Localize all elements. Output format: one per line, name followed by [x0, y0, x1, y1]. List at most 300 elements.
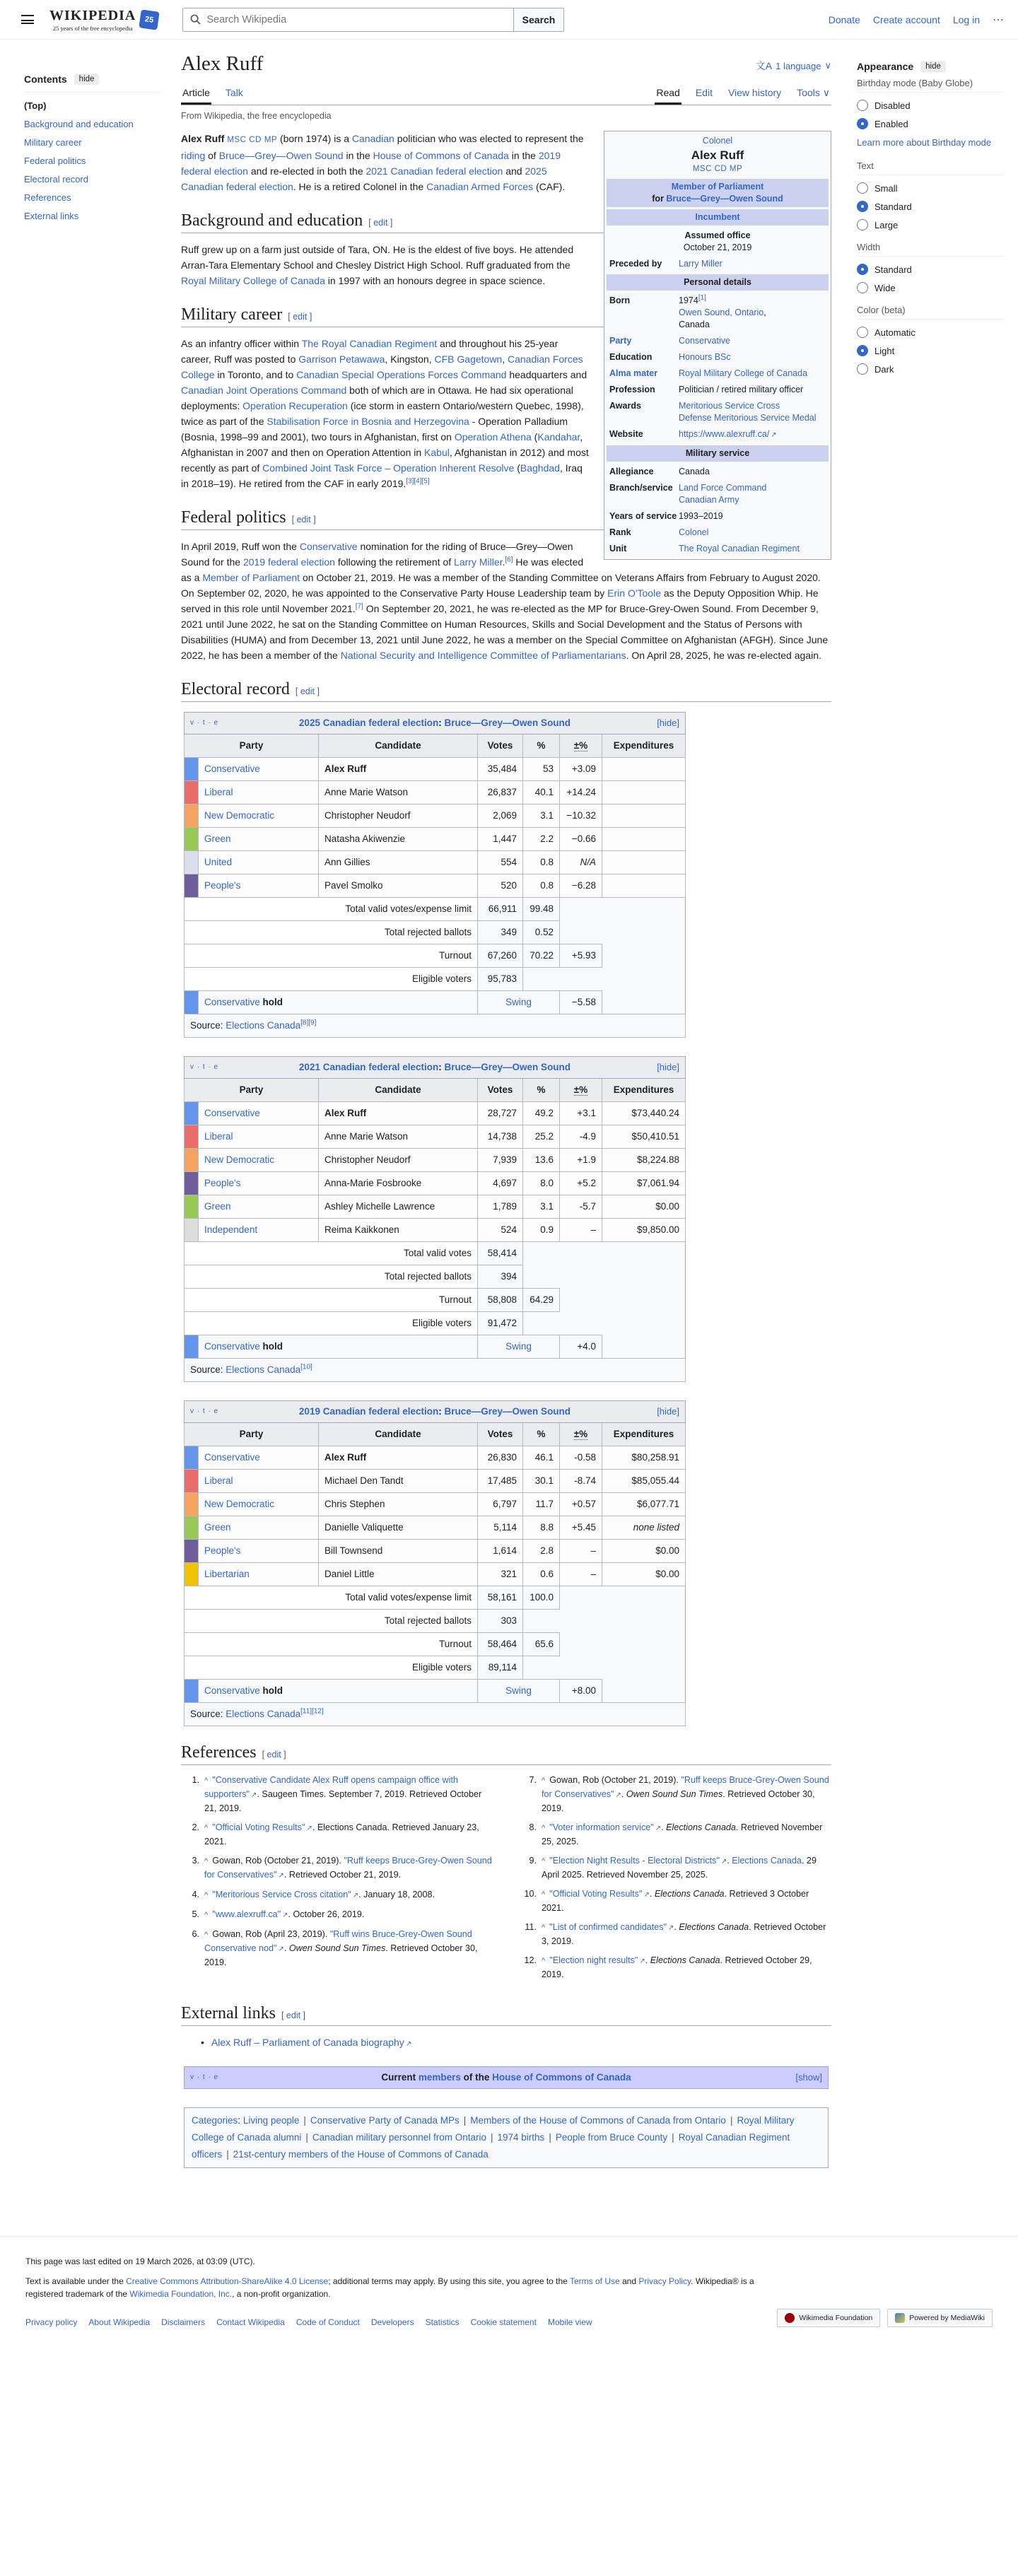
header-link-log-in[interactable]: Log in — [952, 13, 980, 25]
edit-link[interactable]: edit — [267, 1750, 281, 1760]
text-span: . — [645, 1955, 650, 1965]
text-span: Education — [609, 352, 653, 362]
radio-button[interactable] — [857, 201, 868, 212]
inline-link[interactable]: Meritorious Service Cross — [679, 401, 780, 411]
inline-link[interactable]: "Official Voting Results" ↗ — [212, 1822, 312, 1832]
inline-link[interactable]: Alma mater — [609, 368, 658, 378]
inline-link[interactable]: Operation Athena — [454, 431, 532, 443]
learn-more-link[interactable]: Learn more about Birthday mode — [857, 137, 992, 148]
inline-link[interactable]: Operation Recuperation — [242, 400, 348, 411]
inline-link[interactable]: Owen Sound, Ontario — [679, 308, 764, 317]
inline-link[interactable]: Bruce—Grey—Owen Sound — [444, 1406, 571, 1417]
text-span: October 21, 2019 — [683, 242, 752, 252]
inline-link[interactable]: Member of Parliament — [202, 572, 300, 583]
wikipedia-wordmark-block — [49, 8, 136, 32]
radio-button[interactable] — [857, 264, 868, 275]
inline-link[interactable]: "Voter information service" ↗ — [549, 1822, 661, 1832]
summary-row — [185, 898, 686, 921]
inline-link[interactable]: Larry Miller — [679, 259, 722, 269]
cite-backlink[interactable]: ^ — [204, 1776, 211, 1785]
vte-links[interactable]: v · t · e — [190, 1407, 219, 1415]
cite-backlink[interactable]: ^ — [542, 1890, 548, 1899]
radio-button[interactable] — [857, 118, 868, 129]
edit-link[interactable]: edit — [300, 686, 315, 696]
inline-link[interactable]: Elections Canada — [226, 1709, 301, 1719]
text-span: . — [283, 1943, 289, 1953]
infobox-row-label — [609, 295, 679, 331]
vte-links[interactable]: v · t · e — [190, 1063, 219, 1071]
radio-option-small[interactable] — [857, 182, 1004, 194]
text-span: Gowan, Rob (April 23, 2019). — [212, 1929, 330, 1939]
edit-link[interactable]: edit — [286, 2010, 301, 2020]
sidebar-item-federal-politics[interactable] — [24, 155, 161, 167]
table-hide-button[interactable]: [hide] — [657, 718, 679, 728]
infobox-row — [607, 464, 829, 480]
infobox-row-value — [679, 384, 826, 396]
party-color-swatch — [185, 1493, 199, 1516]
inline-link[interactable]: "Ruff keeps Bruce-Grey-Owen Sound for Conservatives" ↗ — [204, 1856, 492, 1880]
party-link[interactable]: Green — [204, 1201, 231, 1212]
inline-link[interactable]: Canadian Forces College — [181, 353, 583, 380]
summary-row — [185, 1242, 686, 1265]
search-input[interactable] — [183, 8, 513, 31]
inline-link[interactable]: Conservative — [679, 336, 730, 346]
sidebar-item-military-career[interactable] — [24, 136, 161, 148]
inline-link[interactable]: Canadian Army — [679, 495, 739, 505]
result-row — [185, 758, 686, 781]
inline-link[interactable]: "www.alexruff.ca" ↗ — [212, 1909, 288, 1919]
inline-link[interactable]: The Royal Canadian Regiment — [679, 544, 800, 554]
inline-link[interactable]: Elections Canada — [226, 1364, 301, 1375]
sidebar-item-link[interactable]: Federal politics — [24, 156, 86, 166]
radio-button[interactable] — [857, 182, 868, 194]
reference-superscript[interactable] — [300, 1364, 312, 1371]
radio-label: Small — [874, 182, 898, 194]
infobox-postnominals[interactable]: MSC CD MP — [692, 165, 743, 173]
inline-link[interactable]: Colonel — [679, 527, 709, 537]
appearance-group — [857, 305, 1004, 375]
table-caption-cell — [185, 1057, 686, 1079]
inline-link[interactable]: "Ruff keeps Bruce-Grey-Owen Sound for Conservatives" ↗ — [542, 1775, 829, 1799]
sidebar-item-link[interactable]: Military career — [24, 137, 82, 148]
cite-backlink[interactable]: ^ — [542, 1857, 548, 1866]
text-span: , — [502, 353, 508, 365]
radio-button[interactable] — [857, 345, 868, 356]
inline-link[interactable]: Conservative — [299, 541, 358, 552]
references-columns — [181, 1774, 831, 1987]
contents-title: Contents — [24, 74, 67, 85]
footer-link-contact-wikipedia[interactable]: Contact Wikipedia — [216, 2317, 285, 2327]
inline-link[interactable]: House of Commons of Canada — [492, 2072, 631, 2083]
radio-option-light[interactable] — [857, 345, 1004, 356]
reference-superscript[interactable] — [300, 1019, 316, 1027]
summary-percent: 0.52 — [523, 921, 560, 944]
infobox-row-label — [609, 527, 679, 539]
text-span: Owen Sound Sun Times — [288, 1943, 386, 1953]
change-abbr: ±% — [573, 1084, 588, 1095]
inline-link[interactable]: Stabilisation Force in Bosnia and Herzegovina — [267, 416, 469, 427]
cite-backlink[interactable]: ^ — [542, 1776, 548, 1785]
inline-link[interactable]: Elections Canada — [732, 1856, 802, 1866]
footer-link-statistics[interactable]: Statistics — [425, 2317, 460, 2327]
party-link[interactable]: Green — [204, 1522, 231, 1533]
party-link[interactable]: Liberal — [204, 1131, 233, 1142]
inline-link[interactable]: Canadian — [351, 133, 394, 144]
inline-link[interactable]: MSC — [227, 136, 247, 144]
inline-link[interactable]: 2019 federal election — [181, 150, 561, 177]
party-link[interactable]: New Democratic — [204, 1154, 275, 1165]
inline-link[interactable]: Baghdad — [520, 462, 560, 474]
inline-link[interactable]: "Conservative Candidate Alex Ruff opens campaign office with supporters" ↗ — [204, 1775, 458, 1799]
category-link[interactable]: Members of the House of Commons of Canada from Ontario — [470, 2115, 726, 2126]
inline-link[interactable]: "Meritorious Service Cross citation" ↗ — [212, 1890, 358, 1899]
sidebar-item-background-and-education[interactable] — [24, 118, 161, 130]
candidate-cell: Natasha Akiwenzie — [319, 828, 478, 851]
inline-link[interactable]: [3][4][5] — [406, 477, 430, 486]
candidate-cell: Daniel Little — [319, 1563, 478, 1586]
inline-link[interactable]: CFB Gagetown — [434, 353, 503, 365]
radio-option-disabled[interactable] — [857, 100, 1004, 111]
wikipedia-tagline: 25 years of the free encyclopedia — [52, 24, 133, 32]
reference-superscript[interactable] — [356, 602, 363, 610]
table-hide-button[interactable]: [hide] — [657, 1062, 679, 1072]
footer-link-disclaimers[interactable]: Disclaimers — [161, 2317, 206, 2327]
footer-link-cookie-statement[interactable]: Cookie statement — [470, 2317, 537, 2327]
col-percent: % — [523, 734, 560, 758]
reference-text — [542, 1821, 831, 1849]
change-cell: -5.7 — [560, 1195, 602, 1219]
cite-backlink[interactable]: ^ — [204, 1824, 211, 1832]
change-cell: – — [560, 1540, 602, 1563]
wikipedia-wordmark: WIKIPEDIA — [49, 7, 136, 23]
inline-link[interactable]: Incumbent — [695, 212, 740, 222]
category-link[interactable]: People from Bruce County — [555, 2132, 668, 2143]
vte-links[interactable]: v · t · e — [190, 2073, 219, 2081]
footer-link-about-wikipedia[interactable]: About Wikipedia — [88, 2317, 151, 2327]
infobox-row-label — [609, 384, 679, 396]
edit-link[interactable]: edit — [373, 218, 388, 228]
party-link[interactable]: New Democratic — [204, 1499, 275, 1509]
radio-option-standard[interactable] — [857, 264, 1004, 275]
radio-button[interactable] — [857, 219, 868, 230]
inline-link[interactable]: House of Commons of Canada — [373, 150, 509, 161]
inline-link[interactable]: Bruce—Grey—Owen Sound — [444, 1062, 571, 1072]
party-link[interactable]: Independent — [204, 1224, 258, 1235]
radio-option-large[interactable] — [857, 219, 1004, 230]
inline-link[interactable]: CD — [249, 136, 262, 144]
category-link[interactable]: 1974 births — [497, 2132, 545, 2143]
inline-link[interactable]: 2019 Canadian federal election — [298, 1406, 439, 1417]
category-link[interactable]: Living people — [242, 2115, 300, 2126]
party-color-swatch — [185, 828, 199, 851]
party-link[interactable]: New Democratic — [204, 810, 275, 821]
inline-link[interactable]: Alex Ruff – Parliament of Canada biography ↗ — [211, 2037, 411, 2048]
category-link[interactable]: Royal Canadian Regiment officers — [192, 2132, 790, 2160]
radio-button[interactable] — [857, 363, 868, 375]
inline-link[interactable]: Combined Joint Task Force – Operation Inherent Resolve — [262, 462, 515, 474]
summary-label: Total valid votes/expense limit — [185, 1586, 478, 1610]
swing-link[interactable]: Swing — [505, 997, 532, 1007]
text-span: He was elected as a — [181, 556, 584, 583]
footer-badge-wikimedia[interactable] — [777, 2309, 880, 2327]
more-options-icon[interactable]: ⋯ — [993, 13, 1004, 26]
wikipedia-logo[interactable] — [49, 8, 158, 32]
inline-link[interactable]: "Official Voting Results" ↗ — [549, 1889, 650, 1899]
inline-link[interactable]: Bruce—Grey—Owen Sound — [444, 718, 571, 728]
party-link[interactable]: People's — [204, 1178, 241, 1188]
appearance-group-label: Text — [857, 160, 1004, 175]
party-cell — [199, 1125, 319, 1149]
swing-value-cell: −5.58 — [560, 991, 602, 1014]
inline-link[interactable]: Elections Canada — [226, 1020, 301, 1031]
sidebar-item-link[interactable]: Background and education — [24, 119, 134, 129]
tab-view-history[interactable]: View history — [727, 87, 782, 98]
inline-link[interactable]: Larry Miller — [454, 556, 503, 568]
summary-row — [185, 968, 686, 991]
swing-link[interactable]: Swing — [505, 1341, 532, 1352]
reference-item — [181, 1908, 494, 1922]
radio-option-wide[interactable] — [857, 282, 1004, 293]
tab-tools[interactable]: Tools ∨ — [797, 87, 830, 98]
section-heading-references — [181, 1745, 831, 1765]
cite-backlink[interactable]: ^ — [204, 1911, 211, 1919]
col-change — [560, 1079, 602, 1102]
party-link[interactable]: Conservative — [204, 997, 260, 1007]
reference-number: 10. — [524, 1889, 537, 1899]
tab-edit[interactable]: Edit — [695, 87, 713, 98]
tab-article[interactable]: Article — [181, 83, 211, 105]
category-link[interactable]: Conservative Party of Canada MPs — [310, 2115, 460, 2126]
reference-number: 9. — [529, 1856, 537, 1866]
candidate-cell: Anne Marie Watson — [319, 781, 478, 804]
blank-cell — [560, 898, 686, 921]
table-hide-button[interactable]: [hide] — [657, 1406, 679, 1417]
inline-link[interactable]: 2019 federal election — [242, 556, 335, 568]
inline-link[interactable]: Defense Meritorious Service Medal — [679, 413, 817, 423]
navbox-current-members — [184, 2066, 829, 2089]
hold-label-cell — [199, 1680, 478, 1703]
header-link-donate[interactable]: Donate — [828, 13, 860, 25]
expenditures-cell — [602, 804, 686, 828]
percent-cell: 46.1 — [523, 1446, 560, 1470]
inline-link[interactable]: The Royal Canadian Regiment — [301, 338, 438, 349]
inline-link[interactable]: Bruce—Grey—Owen Sound — [666, 194, 783, 204]
inline-link[interactable]: Honours BSc — [679, 352, 731, 362]
party-link[interactable]: People's — [204, 1545, 241, 1556]
radio-button[interactable] — [857, 282, 868, 293]
inline-link[interactable]: [8][9] — [300, 1019, 317, 1027]
summary-votes: 95,783 — [478, 968, 523, 991]
party-link[interactable]: Conservative — [204, 1685, 260, 1696]
tab-read[interactable]: Read — [655, 83, 681, 105]
inline-link[interactable]: Royal Military College of Canada — [679, 368, 808, 378]
footer-link-developers[interactable]: Developers — [370, 2317, 414, 2327]
hamburger-menu-icon[interactable] — [21, 15, 34, 24]
party-cell — [199, 828, 319, 851]
inline-link[interactable]: Garrison Petawawa — [298, 353, 385, 365]
radio-option-automatic[interactable] — [857, 327, 1004, 338]
search-button[interactable]: Search — [513, 8, 564, 31]
radio-button[interactable] — [857, 100, 868, 111]
inline-link[interactable]: [1] — [698, 293, 706, 302]
infobox-pretitle-link[interactable]: Colonel — [702, 136, 733, 146]
search-icon — [190, 14, 201, 25]
tab-talk[interactable]: Talk — [225, 87, 243, 98]
inline-link[interactable]: MP — [264, 136, 278, 144]
expenditures-cell: $85,055.44 — [602, 1470, 686, 1493]
summary-label: Turnout — [185, 944, 478, 968]
contents-hide-button[interactable]: hide — [74, 74, 100, 85]
inline-link[interactable]: Kandahar — [537, 431, 580, 443]
inline-link[interactable]: members — [418, 2072, 461, 2083]
inline-link[interactable]: "Election night results" ↗ — [549, 1955, 645, 1965]
category-link[interactable]: Royal Military College of Canada alumni — [192, 2115, 795, 2143]
party-link[interactable]: Libertarian — [204, 1569, 250, 1579]
party-link[interactable]: Conservative — [204, 1341, 260, 1352]
sidebar-item-references[interactable] — [24, 192, 161, 204]
inline-link[interactable]: [11][12] — [300, 1707, 324, 1716]
radio-option-standard[interactable] — [857, 201, 1004, 212]
inline-link[interactable]: National Security and Intelligence Committee of Parliamentarians — [340, 650, 626, 661]
radio-option-dark[interactable] — [857, 363, 1004, 375]
inline-link[interactable]: "Election Night Results - Electoral Districts" ↗ — [549, 1856, 727, 1866]
edit-link[interactable]: edit — [296, 515, 311, 525]
inline-link[interactable]: "List of confirmed candidates" ↗ — [549, 1922, 674, 1932]
inline-link[interactable]: [6] — [505, 556, 513, 564]
language-selector[interactable] — [756, 59, 831, 76]
party-cell — [199, 1102, 319, 1125]
summary-label: Total rejected ballots — [185, 1265, 478, 1289]
party-link[interactable]: Green — [204, 833, 231, 844]
inline-link[interactable]: Wikimedia Foundation, Inc. — [129, 2289, 233, 2299]
inline-link[interactable]: Member of Parliament — [671, 182, 764, 192]
inline-link[interactable]: Canadian Special Operations Forces Command — [296, 369, 507, 380]
cite-backlink[interactable]: ^ — [204, 1891, 211, 1899]
footer-badge-mediawiki[interactable] — [887, 2309, 993, 2327]
inline-link[interactable]: "Ruff wins Bruce-Grey-Owen Sound Conservative nod" ↗ — [204, 1929, 472, 1953]
footer-link-code-of-conduct[interactable]: Code of Conduct — [296, 2317, 360, 2327]
badge-label: Wikimedia Foundation — [799, 2314, 873, 2322]
article-body — [181, 131, 831, 2168]
radio-button[interactable] — [857, 327, 868, 338]
party-link[interactable]: Conservative — [204, 1452, 260, 1463]
infobox-row — [607, 398, 829, 426]
radio-option-enabled[interactable] — [857, 118, 1004, 129]
cite-backlink[interactable]: ^ — [542, 1957, 548, 1965]
sidebar-item-external-links[interactable] — [24, 210, 161, 222]
footer-link-mobile-view[interactable]: Mobile view — [547, 2317, 592, 2327]
party-cell — [199, 1493, 319, 1516]
table-caption-inner — [190, 1060, 679, 1075]
reference-superscript[interactable] — [300, 1708, 324, 1716]
percent-cell: 30.1 — [523, 1470, 560, 1493]
reference-superscript[interactable] — [505, 556, 513, 563]
party-link[interactable]: Liberal — [204, 787, 233, 797]
inline-link[interactable]: Terms of Use — [569, 2276, 620, 2286]
cite-backlink[interactable]: ^ — [542, 1924, 548, 1932]
radio-label: Enabled — [874, 118, 908, 129]
inline-link[interactable]: Royal Military College of Canada — [181, 275, 325, 286]
summary-row — [185, 1312, 686, 1335]
category-link[interactable]: Canadian military personnel from Ontario — [312, 2132, 486, 2143]
party-link[interactable]: Conservative — [204, 1108, 260, 1118]
cite-backlink[interactable]: ^ — [204, 1931, 211, 1939]
inline-link[interactable]: Creative Commons Attribution-ShareAlike 4.0 License — [126, 2276, 329, 2286]
inline-link[interactable]: Canadian Joint Operations Command — [181, 385, 347, 396]
election-table-2019 — [184, 1400, 686, 1726]
inline-link[interactable]: Party — [609, 336, 632, 346]
percent-cell: 13.6 — [523, 1149, 560, 1172]
percent-cell: 0.8 — [523, 851, 560, 874]
inline-link[interactable]: riding — [181, 150, 206, 161]
cite-backlink[interactable]: ^ — [542, 1824, 548, 1832]
infobox-row — [607, 480, 829, 508]
footer-link-privacy-policy[interactable]: Privacy policy — [25, 2317, 78, 2327]
inline-link[interactable]: Bruce—Grey—Owen Sound — [218, 150, 344, 161]
summary-label: Total valid votes/expense limit — [185, 898, 478, 921]
party-link[interactable]: United — [204, 857, 233, 867]
inline-link[interactable]: 2021 Canadian federal election — [298, 1062, 439, 1072]
party-link[interactable]: Liberal — [204, 1475, 233, 1486]
infobox-row-value — [679, 428, 826, 441]
expenditures-cell: $80,258.91 — [602, 1446, 686, 1470]
percent-cell: 53 — [523, 758, 560, 781]
inline-link[interactable]: https://www.alexruff.ca/ ↗ — [679, 429, 777, 439]
text-span: Source: — [190, 1709, 226, 1719]
votes-cell: 2,069 — [478, 804, 523, 828]
cite-backlink[interactable]: ^ — [204, 1857, 211, 1866]
reference-superscript[interactable] — [698, 294, 706, 302]
reference-superscript[interactable] — [406, 477, 429, 485]
inline-link[interactable]: Privacy Policy — [638, 2276, 691, 2286]
party-link[interactable]: People's — [204, 880, 241, 891]
sidebar-item-electoral-record[interactable] — [24, 173, 161, 185]
text-span: . — [661, 1822, 667, 1832]
votes-cell: 4,697 — [478, 1172, 523, 1195]
percent-cell: 2.8 — [523, 1540, 560, 1563]
inline-link[interactable]: Erin O'Toole — [607, 587, 661, 599]
summary-percent: 100.0 — [523, 1586, 560, 1610]
sidebar-item-link[interactable]: Electoral record — [24, 174, 89, 185]
sidebar-item--top-[interactable]: (Top) — [24, 100, 47, 111]
category-link[interactable]: 21st-century members of the House of Commons of Canada — [233, 2149, 488, 2160]
categories-label-link[interactable]: Categories — [192, 2115, 238, 2126]
table-caption-cell — [185, 713, 686, 734]
inline-link[interactable]: Canadian Armed Forces — [426, 181, 534, 192]
edit-link[interactable]: edit — [293, 312, 308, 322]
inline-link[interactable]: Land Force Command — [679, 483, 767, 493]
swing-link[interactable]: Swing — [505, 1685, 532, 1696]
vte-links[interactable]: v · t · e — [190, 719, 219, 727]
sidebar-item-link[interactable]: References — [24, 192, 71, 203]
text-span: . — [674, 1922, 679, 1932]
swing-label-cell — [478, 991, 560, 1014]
party-link[interactable]: Conservative — [204, 763, 260, 774]
sidebar-item-link[interactable]: External links — [24, 211, 79, 221]
search-box[interactable] — [182, 8, 564, 32]
inline-link[interactable]: [10] — [300, 1363, 312, 1371]
inline-link[interactable]: Kabul — [424, 447, 450, 458]
inline-link[interactable]: [7] — [355, 602, 363, 611]
inline-link[interactable]: 2021 Canadian federal election — [365, 165, 503, 177]
summary-row — [185, 1633, 686, 1656]
header-link-create-account[interactable]: Create account — [872, 13, 940, 25]
text-span: On September 20, 2021, he was re-elected as the MP for Bruce-Grey-Owen Sound. From December 9, 2021 until June 2022, he sat on the Standing Committee on Human Resources, Skills and Social Development and the Status of Persons with Disabilities (HUMA) and from December 13, 2021 until June 2022, he was a member on the Special Committee on Afghanistan (AFGH). Since June 2022, he has been a member of the — [181, 603, 829, 661]
inline-link[interactable]: 2025 Canadian federal election — [298, 718, 439, 728]
navbox-show-button[interactable]: [show] — [795, 2072, 822, 2083]
appearance-hide-button[interactable]: hide — [920, 61, 946, 72]
inline-link[interactable]: 2025 Canadian federal election — [181, 165, 547, 192]
